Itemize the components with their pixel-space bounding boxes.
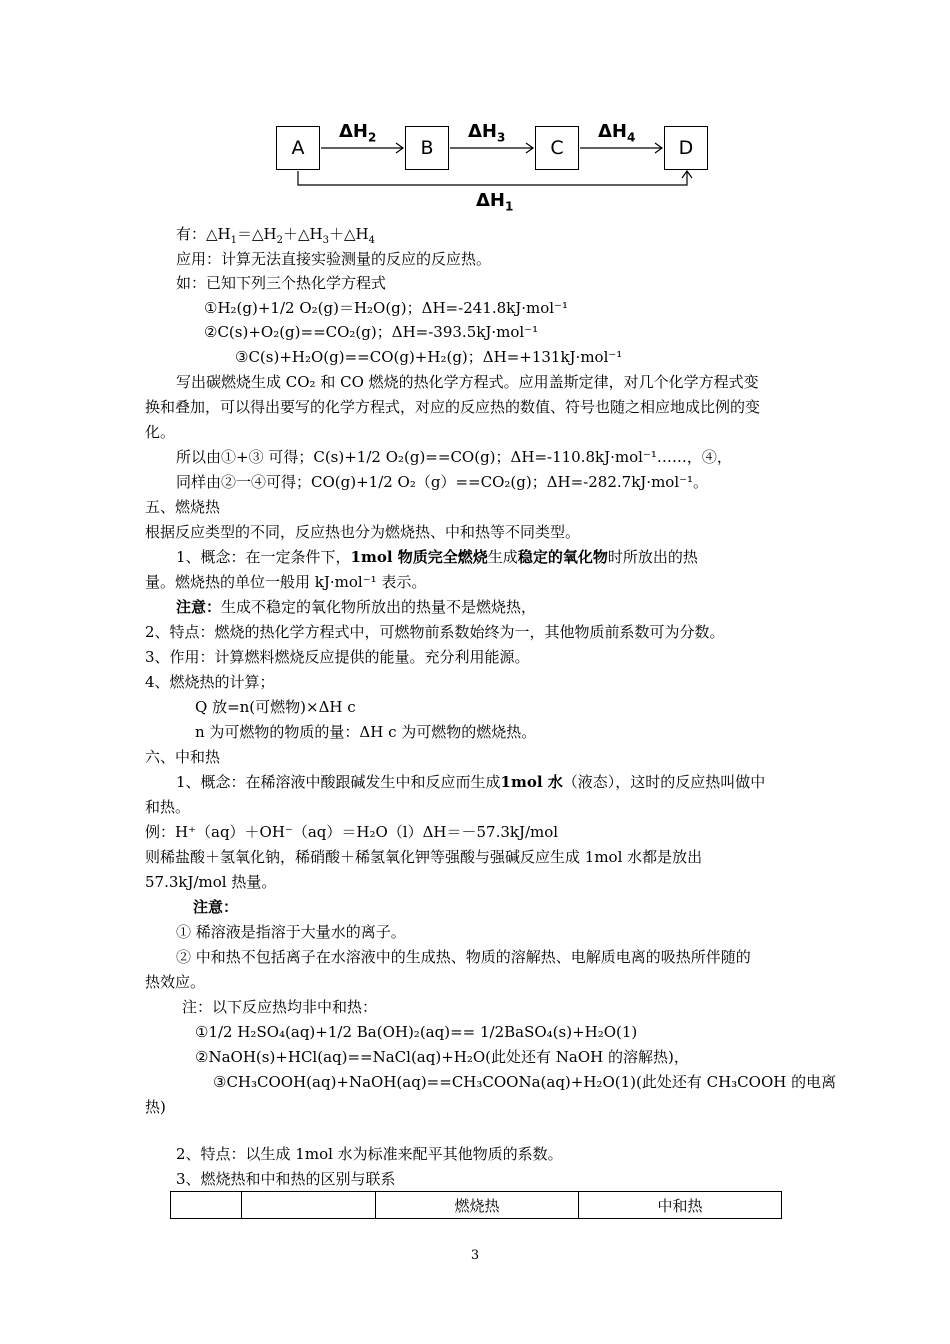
example-intro: 如：已知下列三个热化学方程式 [176,274,387,292]
paragraph: 3、作用：计算燃料燃烧反应提供的能量。充分利用能源。 [145,648,530,666]
table-header-neutralization: 中和热 [579,1192,782,1219]
paragraph: 2、特点：以生成 1mol 水为标准来配平其他物质的系数。 [176,1145,563,1163]
delta-h1-label: $\Delta H_1$ [476,190,514,214]
diagram-arrows [0,0,950,220]
paragraph: 根据反应类型的不同，反应热也分为燃烧热、中和热等不同类型。 [145,523,581,541]
paragraph: 2、特点：燃烧的热化学方程式中，可燃物前系数始终为一，其他物质前系数可为分数。 [145,623,725,641]
paragraph: 则稀盐酸＋氢氧化钠，稀硝酸＋稀氢氧化钾等强酸与强碱反应生成 1mol 水都是放出 [145,848,703,866]
page-number: 3 [470,1248,480,1263]
application-line: 应用：计算无法直接实验测量的反应的反应热。 [176,250,492,268]
paragraph: 注：以下反应热均非中和热： [182,998,378,1016]
box-c: C [535,126,579,170]
table-cell [171,1192,242,1219]
derivation-5: 同样由②一④可得；CO(g)+1/2 O₂（g）==CO₂(g)；ΔH=-282.7kJ·mol⁻¹。 [176,473,709,491]
formula: Q 放=n(可燃物)×ΔH c [195,698,356,716]
paragraph: 热) [145,1098,166,1116]
paragraph: 写出碳燃烧生成 CO₂ 和 CO 燃烧的热化学方程式。应用盖斯定律，对几个化学方程式变 [176,373,759,391]
paragraph: 热效应。 [145,973,206,991]
note-line: 注意：生成不稳定的氧化物所放出的热量不是燃烧热， [176,598,537,616]
reaction-1: ①1/2 H₂SO₄(aq)+1/2 Ba(OH)₂(aq)== 1/2BaSO₄(s)+H₂O(1) [195,1023,638,1041]
derivation-4: 所以由①+③ 可得；C(s)+1/2 O₂(g)==CO(g)；ΔH=-110.8kJ·mol⁻¹……，④， [176,448,732,466]
equation-2: ②C(s)+O₂(g)==CO₂(g)；ΔH=-393.5kJ·mol⁻¹ [204,323,539,341]
box-b: B [405,126,449,170]
section-heading: 六、中和热 [145,748,221,766]
paragraph: ① 稀溶液是指溶于大量水的离子。 [176,923,406,941]
table-row [171,1192,782,1219]
reaction-2: ②NaOH(s)+HCl(aq)==NaCl(aq)+H₂O(此处还有 NaOH 的溶解热)， [195,1048,689,1066]
paragraph: 3、燃烧热和中和热的区别与联系 [176,1170,396,1188]
paragraph: 换和叠加，可以得出要写的化学方程式，对应的反应热的数值、符号也随之相应地成比例的变 [145,398,761,416]
box-d: D [664,126,708,170]
paragraph: ② 中和热不包括离子在水溶液中的生成热、物质的溶解热、电解质电离的吸热所伴随的 [176,948,751,966]
delta-h2-label: $\Delta H_2$ [339,121,377,145]
paragraph: 量。燃烧热的单位一般用 kJ·mol⁻¹ 表示。 [145,573,427,591]
table-header-combustion: 燃烧热 [376,1192,579,1219]
concept-line: 1、概念：在一定条件下，1mol 物质完全燃烧生成稳定的氧化物时所放出的热 [176,548,698,566]
concept-line: 1、概念：在稀溶液中酸跟碱发生中和反应而生成1mol 水（液态），这时的反应热叫做中 [176,773,766,791]
paragraph: 和热。 [145,798,191,816]
paragraph: 57.3kJ/mol 热量。 [145,873,277,891]
paragraph: 4、燃烧热的计算； [145,673,275,691]
note-heading: 注意： [193,898,239,916]
paragraph: 化。 [145,423,176,441]
example-line: 例：H⁺（aq）＋OH⁻（aq）＝H₂O（l）ΔH＝－57.3kJ/mol [145,823,559,841]
paragraph: n 为可燃物的物质的量：ΔH c 为可燃物的燃烧热。 [195,723,537,741]
hess-sum-line: 有：$\triangle H_1=\triangle H_2+\triangle H_3+\triangle H_4$ [176,225,375,246]
comparison-table [170,1191,782,1219]
reaction-3: ③CH₃COOH(aq)+NaOH(aq)==CH₃COONa(aq)+H₂O(1)(此处还有 CH₃COOH 的电离 [213,1073,837,1091]
equation-3: ③C(s)+H₂O(g)==CO(g)+H₂(g)；ΔH=+131kJ·mol⁻¹ [235,348,623,366]
equation-1: ①H₂(g)+1/2 O₂(g)＝H₂O(g)；ΔH=-241.8kJ·mol⁻¹ [204,299,568,317]
delta-h3-label: $\Delta H_3$ [468,121,506,145]
box-a: A [276,126,320,170]
delta-h4-label: $\Delta H_4$ [598,121,636,145]
section-heading: 五、燃烧热 [145,498,221,516]
table-cell [242,1192,376,1219]
